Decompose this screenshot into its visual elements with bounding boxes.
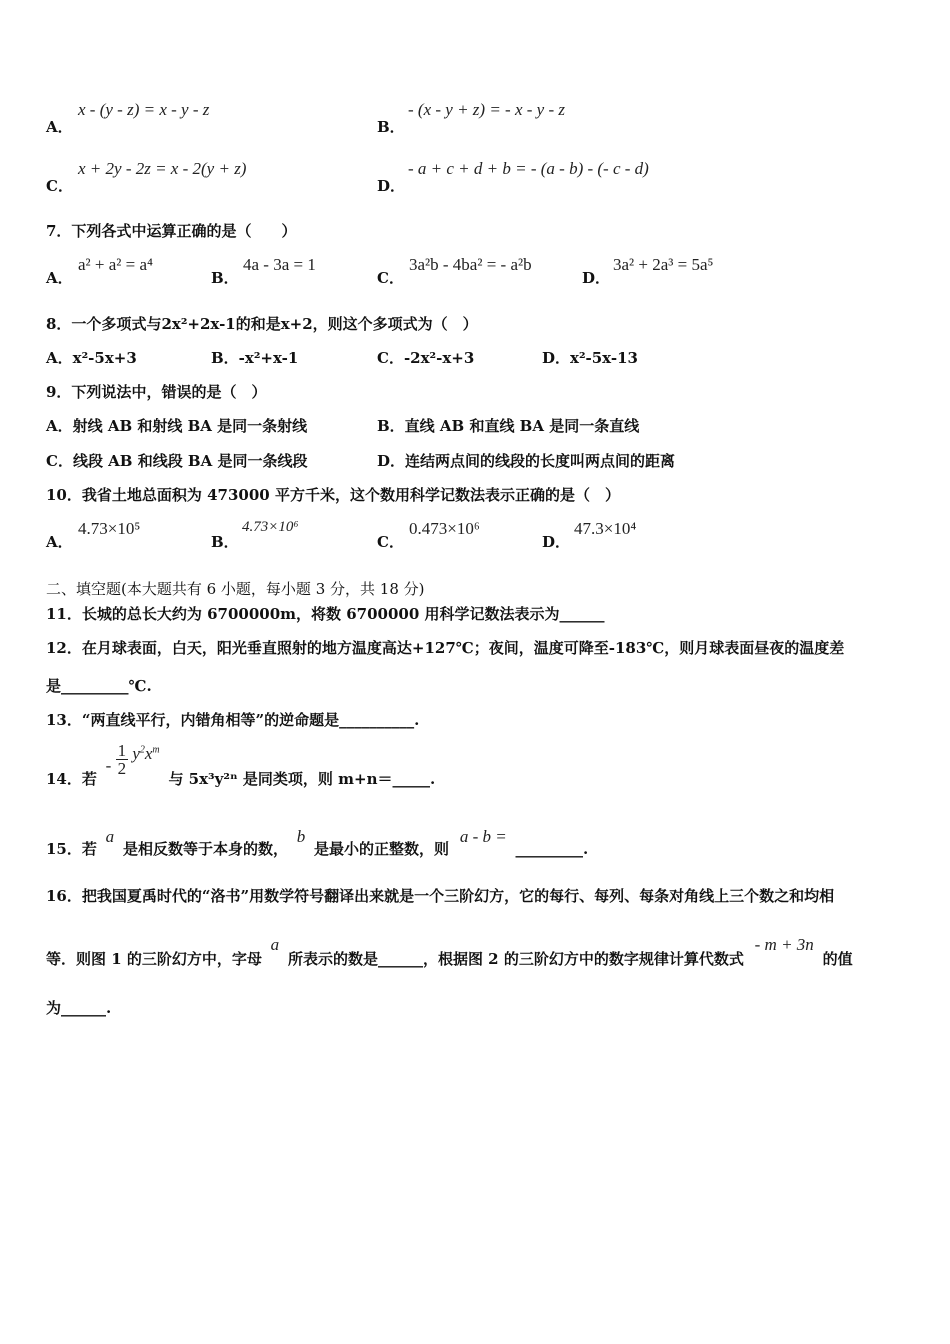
q6-option-a-label: A． bbox=[46, 118, 73, 136]
q7-option-d-label: D． bbox=[582, 269, 611, 287]
q9-option-b: B．直线 AB 和直线 BA 是同一条直线 bbox=[377, 417, 640, 435]
q15-mid1: 是相反数等于本身的数， bbox=[122, 840, 288, 858]
q7-option-b-expr: 4a - 3a = 1 bbox=[243, 255, 316, 274]
q6-option-d-expr: - a + c + d + b = - (a - b) - (- c - d) bbox=[408, 159, 649, 178]
q10-option-d-label: D． bbox=[542, 533, 571, 551]
q10-option-a-expr: 4.73×10⁵ bbox=[78, 519, 141, 538]
q8-option-a: A．x²-5x+3 bbox=[46, 349, 137, 367]
q15-mid2: 是最小的正整数，则 bbox=[314, 840, 450, 858]
q15-blank: _________. bbox=[515, 840, 589, 858]
q14-fraction-denominator: 2 bbox=[117, 759, 127, 778]
q16-line2-part-b: 所表示的数是______，根据图 2 的三阶幻方中的数字规律计算代数式 bbox=[287, 950, 744, 968]
q7-stem: 7．下列各式中运算正确的是（ ） bbox=[46, 222, 297, 240]
q7-option-c-expr: 3a²b - 4ba² = - a²b bbox=[409, 255, 532, 274]
q14-prefix: 14．若 bbox=[46, 770, 97, 788]
q9-option-d: D．连结两点间的线段的长度叫两点间的距离 bbox=[377, 452, 676, 470]
q16-line3: 为______. bbox=[46, 999, 112, 1017]
q16-expr: - m + 3n bbox=[754, 935, 814, 954]
q8-option-d: D．x²-5x-13 bbox=[542, 349, 638, 367]
q15-expr: a - b = bbox=[459, 827, 507, 846]
q16-line1: 16．把我国夏禹时代的“洛书”用数学符号翻译出来就是一个三阶幻方，它的每行、每列、每条对角线上三个数之和均相 bbox=[46, 887, 835, 905]
q9-stem: 9．下列说法中，错误的是（ ） bbox=[46, 383, 267, 401]
q12-line2: 是_________℃. bbox=[46, 677, 152, 695]
q10-option-b-expr: 4.73×10⁶ bbox=[242, 519, 299, 535]
q14-tail: 与 5x³y²ⁿ 是同类项，则 m+n＝_____. bbox=[168, 770, 436, 788]
q16-line2 bbox=[46, 934, 853, 968]
q11-text: 11．长城的总长大约为 6700000m，将数 6700000 用科学记数法表示为______ bbox=[46, 605, 605, 623]
q13-text: 13．“两直线平行，内错角相等”的逆命题是__________. bbox=[46, 711, 420, 729]
q14-fraction-numerator: 1 bbox=[117, 741, 127, 760]
q14-row bbox=[46, 741, 436, 788]
q9-option-a: A．射线 AB 和射线 BA 是同一条射线 bbox=[46, 417, 308, 435]
q15-prefix: 15．若 bbox=[46, 840, 97, 858]
q15-row bbox=[46, 826, 589, 858]
q10-option-c-label: C． bbox=[377, 533, 404, 551]
q6-option-b-expr: - (x - y + z) = - x - y - z bbox=[408, 100, 565, 119]
q7-option-b-label: B． bbox=[211, 269, 239, 287]
q10-stem: 10．我省土地总面积为 473000 平方千米，这个数用科学记数法表示正确的是（ ） bbox=[46, 486, 620, 504]
q14-monomial: - $\frac{1}{2}$ $y^2x^m$ bbox=[105, 741, 160, 778]
q8-option-b: B．-x²+x-1 bbox=[211, 349, 299, 367]
q6-option-c-label: C． bbox=[46, 177, 73, 195]
q12-line1: 12．在月球表面，白天，阳光垂直照射的地方温度高达+127℃；夜间，温度可降至-183℃，则月球表面昼夜的温度差 bbox=[46, 639, 845, 657]
q7-option-d-expr: 3a² + 2a³ = 5a⁵ bbox=[613, 255, 714, 274]
q10-option-a-label: A． bbox=[46, 533, 73, 551]
q16-var-a: a bbox=[270, 935, 280, 954]
q16-line2-part-a: 等．则图 1 的三阶幻方中，字母 bbox=[46, 950, 262, 968]
q6-option-d-label: D． bbox=[377, 177, 406, 195]
q10-option-c-expr: 0.473×10⁶ bbox=[409, 519, 480, 538]
q8-option-c: C．-2x²-x+3 bbox=[377, 349, 475, 367]
q7-option-a-label: A． bbox=[46, 269, 73, 287]
q7-option-c-label: C． bbox=[377, 269, 404, 287]
q10-option-b-label: B． bbox=[211, 533, 239, 551]
q15-var-b: b bbox=[296, 827, 306, 846]
q10-option-d-expr: 47.3×10⁴ bbox=[574, 519, 637, 538]
q16-line2-part-c: 的值 bbox=[822, 950, 853, 968]
q9-option-c: C．线段 AB 和线段 BA 是同一条线段 bbox=[46, 452, 308, 470]
q7-option-a-expr: a² + a² = a⁴ bbox=[78, 255, 153, 274]
q6-option-c-expr: x + 2y - 2z = x - 2(y + z) bbox=[78, 159, 247, 178]
q8-stem: 8．一个多项式与2x²+2x-1的和是x+2，则这个多项式为（ ） bbox=[46, 315, 478, 333]
section-heading-fill-in: 二、填空题(本大题共有 6 小题，每小题 3 分，共 18 分) bbox=[46, 580, 425, 598]
q6-option-a-expr: x - (y - z) = x - y - z bbox=[78, 100, 210, 119]
q15-var-a: a bbox=[105, 827, 115, 846]
q14-fraction bbox=[116, 742, 129, 777]
q6-option-b-label: B． bbox=[377, 118, 405, 136]
